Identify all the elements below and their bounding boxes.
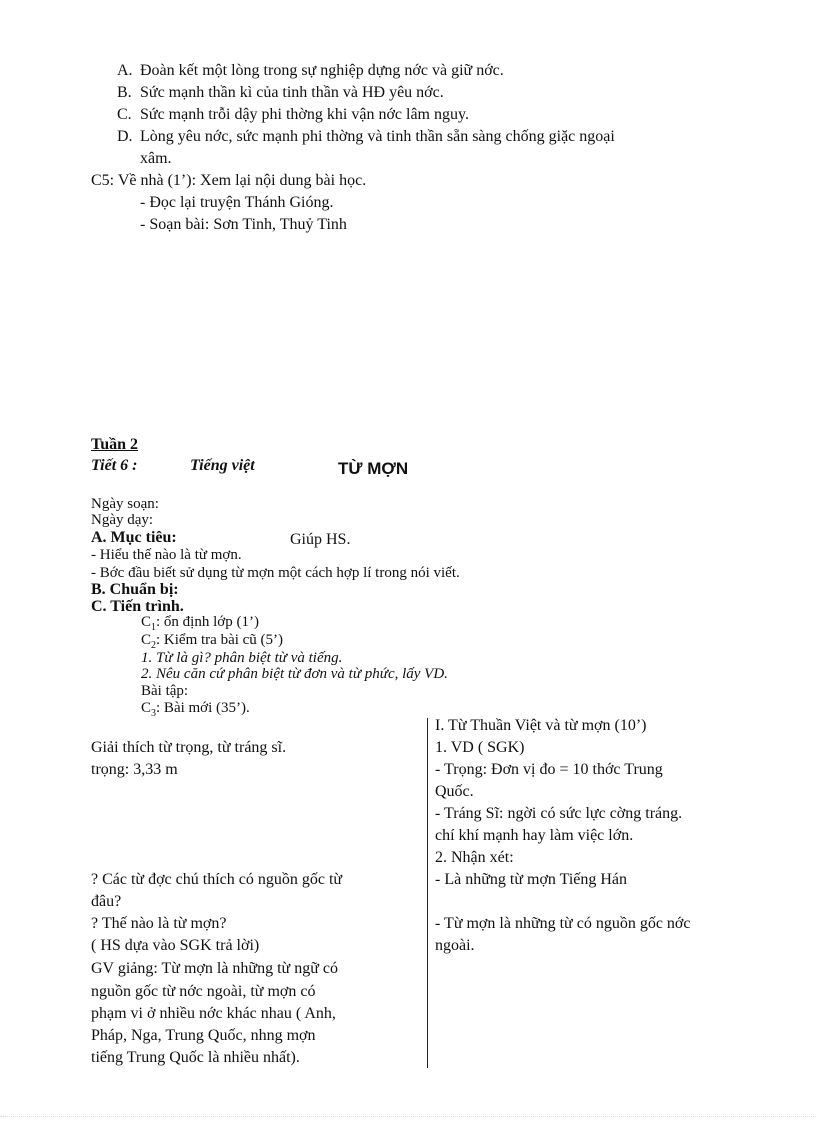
- prep-date-label: Ngày soạn:: [91, 496, 159, 512]
- left-col-line: phạm vi ở nhiều nớc khác nhau ( Anh,: [91, 1005, 336, 1022]
- exercise-label: Bài tập:: [141, 683, 189, 699]
- process-heading: C. Tiến trình.: [91, 598, 184, 615]
- right-col-line: - Trọng: Đơn vị đo = 10 thớc Trung: [435, 761, 663, 778]
- process-step-1: $C_1$: ổn định lớp (1’): [141, 614, 259, 633]
- process-step-3: $C_3$: Bài mới (35’).: [141, 700, 250, 719]
- option-letter: A.: [117, 62, 133, 79]
- process-step-2: $C_2$: Kiểm tra bài cũ (5’): [141, 632, 284, 651]
- left-col-line: trọng: 3,33 m: [91, 761, 178, 778]
- option-text: Lòng yêu nớc, sức mạnh phi thờng và tinh thần sẵn sàng chống giặc ngoại: [140, 128, 615, 145]
- option-text: Sức mạnh trỗi dậy phi thờng khi vận nớc lâm nguy.: [140, 106, 469, 123]
- right-col-line: I. Từ Thuần Việt và từ mợn (10’): [435, 717, 647, 734]
- option-c: [117, 106, 469, 124]
- left-col-line: tiếng Trung Quốc là nhiều nhất).: [91, 1049, 300, 1066]
- prep-heading: B. Chuẩn bị:: [91, 581, 179, 598]
- option-d-continuation: xâm.: [140, 150, 172, 167]
- right-col-line: 1. VD ( SGK): [435, 739, 525, 756]
- objectives-heading: A. Mục tiêu:: [91, 529, 177, 546]
- option-letter: C.: [117, 106, 132, 123]
- review-question-1: 1. Từ là gì? phân biệt từ và tiếng.: [141, 650, 343, 666]
- option-letter: B.: [117, 84, 132, 101]
- right-col-line: 2. Nhận xét:: [435, 849, 514, 866]
- left-col-line: đâu?: [91, 893, 122, 910]
- left-col-line: nguồn gốc từ nớc ngoài, từ mợn có: [91, 983, 316, 1000]
- homework-item: - Đọc lại truyện Thánh Gióng.: [140, 194, 334, 211]
- right-col-line: - Là những từ mợn Tiếng Hán: [435, 871, 628, 888]
- objective-item: - Bớc đầu biết sử dụng từ mợn một cách hợp lí trong nói viết.: [91, 565, 460, 581]
- left-col-line: ( HS dựa vào SGK trả lời): [91, 937, 260, 954]
- column-divider: [427, 718, 428, 1068]
- left-col-line: Pháp, Nga, Trung Quốc, nhng mợn: [91, 1027, 316, 1044]
- left-col-line: Giải thích từ trọng, từ tráng sĩ.: [91, 739, 287, 756]
- right-col-line: chí khí mạnh hay làm việc lớn.: [435, 827, 634, 844]
- right-col-line: - Tráng Sĩ: ngời có sức lực cờng tráng.: [435, 805, 683, 822]
- right-col-line: Quốc.: [435, 783, 474, 800]
- homework-item: - Soạn bài: Sơn Tinh, Thuỷ Tinh: [140, 216, 347, 233]
- period-label: Tiết 6 :: [91, 457, 138, 474]
- teach-date-label: Ngày dạy:: [91, 512, 154, 528]
- option-letter: D.: [117, 128, 133, 145]
- subject-label: Tiếng việt: [190, 457, 255, 474]
- lesson-title: TỪ MỢN: [338, 459, 409, 478]
- page-bottom-rule: [0, 1116, 816, 1117]
- option-text: Sức mạnh thần kì của tinh thần và HĐ yêu nớc.: [140, 84, 444, 101]
- objectives-help: Giúp HS.: [290, 531, 351, 548]
- left-col-line: GV giảng: Từ mợn là những từ ngữ có: [91, 960, 338, 977]
- option-text: Đoàn kết một lòng trong sự nghiệp dựng nớc và giữ nớc.: [140, 62, 504, 79]
- homework-line: C5: Về nhà (1’): Xem lại nội dung bài học.: [91, 172, 367, 189]
- left-col-line: ? Các từ đợc chú thích có nguồn gốc từ: [91, 871, 343, 888]
- right-col-line: - Từ mợn là những từ có nguồn gốc nớc: [435, 915, 691, 932]
- option-b: [117, 84, 444, 102]
- option-a: [117, 62, 504, 80]
- week-label: Tuần 2: [91, 436, 138, 453]
- right-col-line: ngoài.: [435, 937, 475, 954]
- objective-item: - Hiểu thế nào là từ mợn.: [91, 547, 242, 563]
- option-d: [117, 128, 615, 146]
- review-question-2: 2. Nêu căn cứ phân biệt từ đơn và từ phức, lấy VD.: [141, 666, 448, 682]
- left-col-line: ? Thế nào là từ mợn?: [91, 915, 227, 932]
